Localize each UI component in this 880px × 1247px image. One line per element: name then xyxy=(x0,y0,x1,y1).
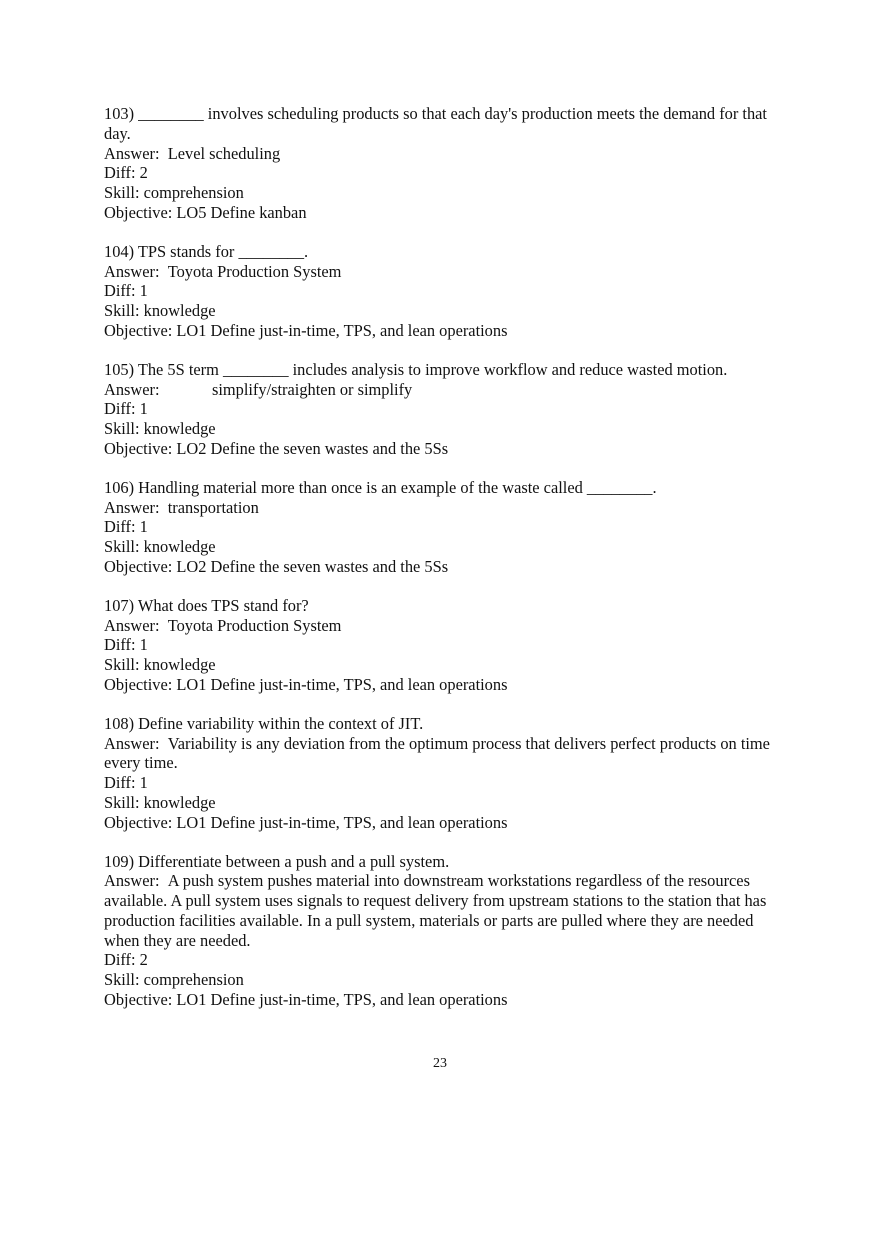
answer-label: Answer: xyxy=(104,733,160,753)
question-text: 103) ________ involves scheduling products so that each day's production meets the demand for that day. xyxy=(104,104,767,143)
skill: Skill: knowledge xyxy=(104,792,216,812)
question-106 xyxy=(104,478,780,577)
skill: Skill: comprehension xyxy=(104,183,244,203)
difficulty: Diff: 1 xyxy=(104,399,148,419)
page-number: 23 xyxy=(433,1056,447,1071)
difficulty: Diff: 1 xyxy=(104,281,148,301)
answer-label: Answer: xyxy=(104,871,160,891)
answer-line xyxy=(104,498,780,518)
question-text: 107) What does TPS stand for? xyxy=(104,595,309,615)
objective: Objective: LO1 Define just-in-time, TPS, and lean operations xyxy=(104,812,508,832)
answer-text: A push system pushes material into downstream workstations regardless of the resources available. A pull system uses signals to request delivery from upstream stations to the station that has production facilities available. In a pull system, materials or parts are pulled where they are needed when they are needed. xyxy=(104,871,767,950)
objective: Objective: LO2 Define the seven wastes and the 5Ss xyxy=(104,556,449,576)
objective: Objective: LO2 Define the seven wastes and the 5Ss xyxy=(104,438,449,458)
question-109 xyxy=(104,852,780,1010)
answer-text: simplify/straighten or simplify xyxy=(211,379,413,399)
objective: Objective: LO1 Define just-in-time, TPS, and lean operations xyxy=(104,674,508,694)
answer-label: Answer: xyxy=(104,143,160,163)
question-107 xyxy=(104,596,780,695)
answer-line xyxy=(104,262,780,282)
difficulty: Diff: 1 xyxy=(104,517,148,537)
objective: Objective: LO1 Define just-in-time, TPS, and lean operations xyxy=(104,990,508,1010)
answer-text: Level scheduling xyxy=(167,143,281,163)
question-text: 105) The 5S term ________ includes analysis to improve workflow and reduce wasted motion. xyxy=(104,359,728,379)
answer-label: Answer: xyxy=(104,615,160,635)
difficulty: Diff: 2 xyxy=(104,163,148,183)
answer-label: Answer: xyxy=(104,379,160,399)
answer-label: Answer: xyxy=(104,261,160,281)
difficulty: Diff: 1 xyxy=(104,773,148,793)
answer-text: Toyota Production System xyxy=(167,615,342,635)
answer-line xyxy=(104,380,780,400)
question-text: 104) TPS stands for ________. xyxy=(104,241,309,261)
answer-line xyxy=(104,144,780,164)
question-text: 108) Define variability within the context of JIT. xyxy=(104,713,424,733)
answer-line xyxy=(104,734,780,774)
skill: Skill: knowledge xyxy=(104,419,216,439)
answer-text: transportation xyxy=(167,497,259,517)
question-text: 106) Handling material more than once is an example of the waste called ________. xyxy=(104,477,657,497)
question-105 xyxy=(104,360,780,459)
answer-text: Variability is any deviation from the optimum process that delivers perfect products on time every time. xyxy=(104,733,770,773)
answer-label: Answer: xyxy=(104,497,160,517)
answer-text: Toyota Production System xyxy=(167,261,342,281)
question-list xyxy=(104,104,780,1029)
objective: Objective: LO1 Define just-in-time, TPS, and lean operations xyxy=(104,320,508,340)
skill: Skill: knowledge xyxy=(104,301,216,321)
question-text: 109) Differentiate between a push and a pull system. xyxy=(104,851,450,871)
answer-line xyxy=(104,616,780,636)
difficulty: Diff: 1 xyxy=(104,635,148,655)
skill: Skill: comprehension xyxy=(104,970,244,990)
question-104 xyxy=(104,242,780,341)
question-103 xyxy=(104,104,780,223)
question-108 xyxy=(104,714,780,833)
skill: Skill: knowledge xyxy=(104,537,216,557)
difficulty: Diff: 2 xyxy=(104,950,148,970)
skill: Skill: knowledge xyxy=(104,655,216,675)
answer-line xyxy=(104,871,780,950)
objective: Objective: LO5 Define kanban xyxy=(104,202,307,222)
